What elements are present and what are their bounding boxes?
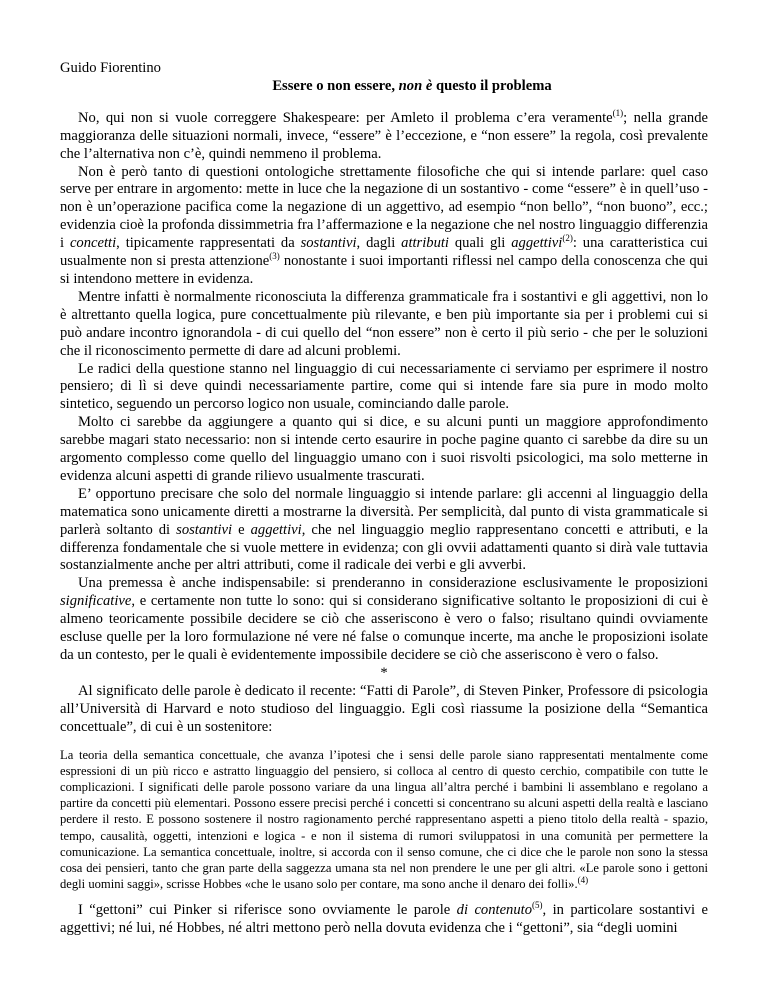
footnote-ref: (5) [532, 900, 543, 911]
text-run: I “gettoni” cui Pinker si riferisce sono ovviamente le parole [78, 902, 457, 919]
footnote-ref: (4) [577, 874, 589, 885]
paragraph-1 [60, 107, 709, 164]
text-run: , che nel linguaggio meglio rappresentano concetti e attributi, e la differenza fondamentale che si vuole mettere in evidenza; con gli ovvii adattamenti quanto si dirà vale tuttavia sostanzialmente anche per altri attributi, come il radicale dei verbi e gli avverbi. [60, 521, 708, 574]
section-separator: * [380, 664, 388, 681]
footnote-ref: (1) [612, 107, 624, 118]
text-run: No, qui non si vuole correggere Shakespeare: per Amleto il problema c’era veramente [78, 109, 613, 126]
text-run: E’ opportuno precisare che solo del normale linguaggio si intende parlare: gli accenni al linguaggio della matematica sono unicamente diretti a mostrarne la diversità. Per semplicità, dal punto di vista grammaticale si parlerà soltanto di [60, 485, 708, 538]
emphasis: concetti [69, 235, 117, 252]
paragraph-3: Mentre infatti è normalmente riconosciuta la differenza grammaticale fra i sostantivi e gli aggettivi, non lo è altrettanto quella logica, pure concettualmente più rilevante, e ben più importante sia per i problemi cui si può andare incontro ignorandola - di cui quello del “non essere” non è certo il più serio - che per le soluzioni che il riconoscimento permette di dare ad alcuni problemi. [60, 288, 708, 359]
author-name: Guido Fiorentino [60, 60, 161, 76]
text-run: , in particolare sostantivi e aggettivi; né lui, né Hobbes, né altri mettono però nella dovuta evidenza che i “gettoni”, sia “degli uomini [60, 902, 708, 937]
title-part: Essere o non essere, [272, 77, 399, 94]
paragraph-5: Molto ci sarebbe da aggiungere a quanto qui si dice, e su alcuni punti un maggiore approfondimento sarebbe magari stato necessario: non si intende certo esaurire in poche pagine quanto ci sarebbe da dire su un argomento complesso come quello del linguaggio umano con i suoi risvolti psicologici, ma solo metterne in evidenza alcuni aspetti di grande rilievo usualmente trascurati. [60, 414, 708, 484]
paragraph-2 [60, 164, 708, 289]
text-run: ; nella grande maggioranza delle situazioni normali, invece, “essere” è l’eccezione, e “non essere” la regola, così prevalente che l’alternativa non c’è, quindi nemmeno il problema. [60, 109, 709, 162]
text-run: : una caratteristica cui usualmente non si presta attenzione [60, 235, 708, 270]
title-part: questo il problema [432, 77, 552, 94]
emphasis: aggettivi [250, 521, 302, 538]
paragraph-4: Le radici della questione stanno nel linguaggio di cui necessariamente ci serviamo per esprimere il nostro pensiero; di lì si deve quindi necessariamente partire, come qui si intende fare sia pure in modo molto sintetico, seguendo un percorso logico non usuale, cominciando dalle parole. [60, 360, 708, 413]
paragraph-6 [60, 486, 708, 576]
text-run: nonostante i suoi importanti riflessi nel campo della conoscenza che qui si intendono mettere in evidenza. [60, 253, 708, 287]
block-quote [60, 747, 708, 893]
title-emphasis: non è [398, 77, 433, 94]
document-title [60, 78, 708, 96]
emphasis: di contenuto [456, 902, 532, 919]
text-run: e [232, 521, 251, 538]
emphasis: sostantivi [176, 521, 233, 538]
paragraph-8: Al significato delle parole è dedicato il recente: “Fatti di Parole”, di Steven Pinker, Professore di psicologia all’Università di Harvard e noto studioso del linguaggio. Egli così riassume la posizione della “Semantica concettuale”, di cui è un sostenitore: [60, 682, 708, 735]
footnote-ref: (2) [562, 233, 573, 244]
emphasis: sostantivi [300, 235, 357, 252]
text-run: , tipicamente rappresentati da [116, 235, 301, 252]
quote-text: La teoria della semantica concettuale, che avanza l’ipotesi che i sensi delle parole siano rappresentati mentalmente come espressioni di un più ricco e astratto linguaggio del pensiero, si colloca al centro di questo cerchio, compatibile con tutte le complicazioni. I significati delle parole possono variare da una lingua all’altra perché i bambini li assemblano e regolano a partire da concetti più elementari. Possono essere precisi perché i concetti si concentrano su alcuni aspetti della realtà e lasciano perdere il resto. E possono sostenere il nostro ragionamento perché rappresentano aspetti a pieno titolo della realtà - spazio, tempo, causalità, oggetti, intenzioni e logica - e non il sistema di rumori sviluppatosi in una comunità per permettere la comunicazione. La semantica concettuale, inoltre, si accorda con il senso comune, che ci dice che le parole non sono la stessa cosa dei pensieri, tanto che gran parte della saggezza umana sta nel non prendere le une per gli altri. «Le parole sono i gettoni degli uomini saggi», scrisse Hobbes «che le usano solo per contare, ma sono anche il denaro dei folli». [60, 747, 708, 892]
emphasis: attributi [401, 235, 449, 252]
text-run: quali gli [448, 235, 512, 252]
text-run: Non è però tanto di questioni ontologiche strettamente filosofiche che qui si intende parlare: quel caso serve per entrare in argomento: mette in luce che la negazione di un sostantivo - come “essere” è in quell’uso - non è un’operazione pacifica come la negazione di un aggettivo, ad esempio “non bello”, “non buono”, ecc.; evidenzia cioè la profonda dissimmetria fra l’affermazione e la negazione che nel nostro linguaggio differenzia i [60, 163, 708, 252]
emphasis: significative [60, 593, 132, 610]
emphasis: aggettivi [511, 235, 563, 252]
text-run: Una premessa è anche indispensabile: si prenderanno in considerazione esclusivamente le proposizioni [78, 575, 708, 592]
paragraph-9 [60, 902, 708, 938]
footnote-ref: (3) [269, 251, 280, 262]
text-run: , e certamente non tutte lo sono: qui si considerano significative soltanto le proposizioni di cui è almeno teoricamente possibile decidere se ciò che asseriscono è vero o falso; risultano quindi ovviamente escluse quelle per la loro formulazione né vere né false o comunque incerte, ma anche le proposizioni isolate da un contesto, per le quali è evidentemente impossibile decidere se ciò che asseriscono è vero o falso. [60, 593, 708, 663]
document-page [60, 60, 708, 938]
paragraph-7 [60, 575, 708, 665]
text-run: , dagli [356, 235, 402, 252]
